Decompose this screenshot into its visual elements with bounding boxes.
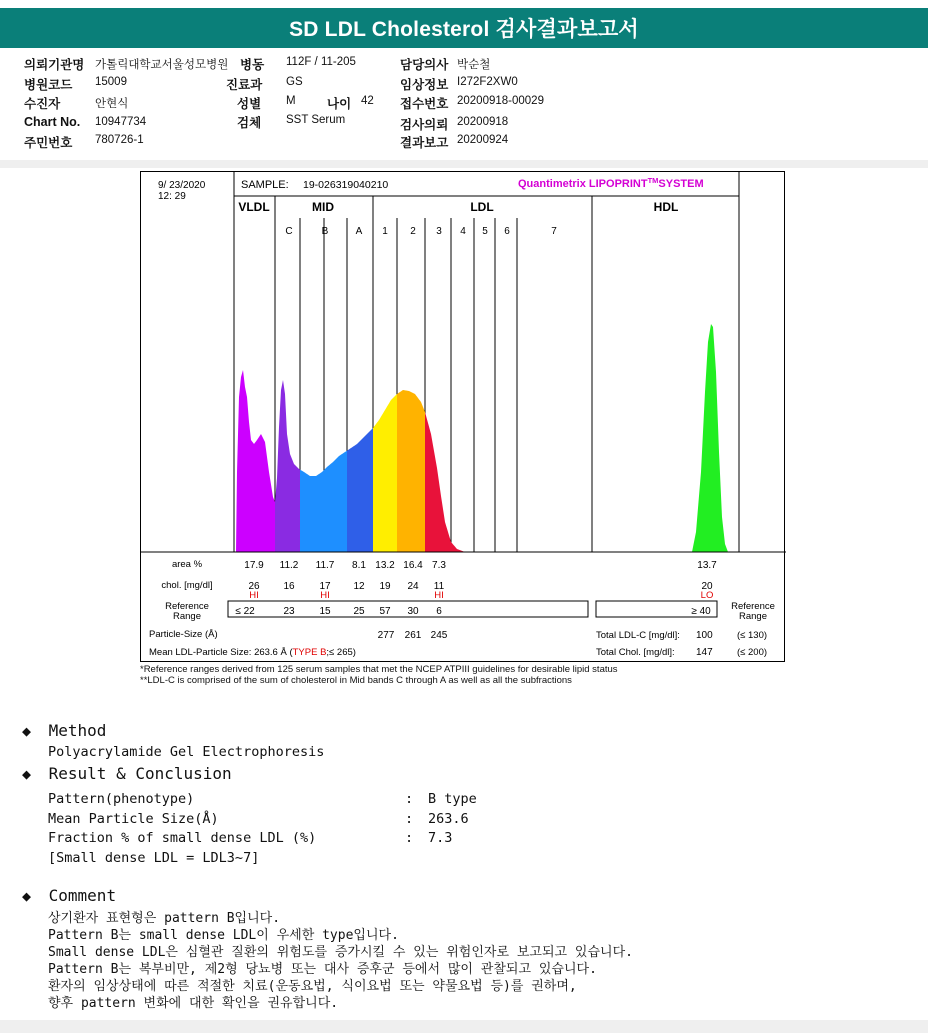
chart-note-2: **LDL-C is comprised of the sum of cholesterol in Mid bands C through A as well as all the subfractions xyxy=(140,675,572,686)
result-note: [Small dense LDL = LDL3~7] xyxy=(48,850,260,866)
chol-value: 20 xyxy=(701,581,713,592)
doctor-label: 담당의사 xyxy=(400,57,449,72)
chol-value: 12 xyxy=(353,581,365,592)
ref-value: ≤ 22 xyxy=(235,606,255,617)
comment-line-6: 향후 pattern 변화에 대한 확인을 권유합니다. xyxy=(48,996,339,1011)
chart-no-value: 10947734 xyxy=(95,116,147,128)
result-report-label: 결과보고 xyxy=(400,135,449,150)
table-values xyxy=(235,560,717,617)
clinical-info-label: 임상정보 xyxy=(400,77,449,92)
area-value: 8.1 xyxy=(352,560,366,571)
chol-value: 11 xyxy=(433,581,445,592)
particle-ldl2: 261 xyxy=(404,630,422,641)
band-label: A xyxy=(355,226,363,237)
resident-no-label: 주민번호 xyxy=(24,135,73,150)
sex-label: 성별 xyxy=(237,96,262,111)
chart-time: 12: 29 xyxy=(158,191,186,202)
result-label-fraction: Fraction % of small dense LDL (%) xyxy=(48,830,317,846)
hdl-label: HDL xyxy=(653,200,679,214)
vldl-label: VLDL xyxy=(238,200,270,214)
institution-value: 가톨릭대학교서울성모병원 xyxy=(95,59,229,71)
area-row-label: area % xyxy=(171,559,203,570)
patient-info xyxy=(0,55,928,155)
section-divider xyxy=(0,160,928,168)
particle-size-label: Particle-Size (Å) xyxy=(149,629,218,640)
total-chol-label: Total Chol. [mg/dl]: xyxy=(596,647,675,658)
flag-value: LO xyxy=(700,590,714,601)
comment-heading xyxy=(22,886,116,905)
band-fill-VLDL xyxy=(236,370,275,552)
result-heading xyxy=(22,764,232,783)
band-label: 7 xyxy=(551,226,557,237)
sex-value: M xyxy=(286,95,296,107)
band-fill-A xyxy=(347,428,373,552)
receipt-no-label: 접수번호 xyxy=(400,96,449,111)
result-sep-2: : xyxy=(405,811,414,827)
particle-ldl3: 245 xyxy=(430,630,448,641)
method-heading xyxy=(22,721,106,740)
chol-value: 19 xyxy=(379,581,391,592)
result-report-value: 20200924 xyxy=(457,134,509,146)
mid-label: MID xyxy=(312,200,334,214)
mean-ldl-size: Mean LDL-Particle Size: 263.6 Å (TYPE B;≤ 265) xyxy=(149,647,356,658)
total-ldl-label: Total LDL-C [mg/dl]: xyxy=(596,630,680,641)
ward-label: 병동 xyxy=(240,57,265,72)
diamond-bullet-icon: ◆ xyxy=(22,887,32,905)
chol-value: 17 xyxy=(319,581,331,592)
comment-line-2: Pattern B는 small dense LDL이 우세한 type입니다. xyxy=(48,928,399,943)
result-sep-3: : xyxy=(405,830,414,846)
total-chol-value: 147 xyxy=(696,647,713,658)
sample-label: SAMPLE: xyxy=(241,179,289,191)
test-request-label: 검사의뢰 xyxy=(400,117,449,132)
method-text: Polyacrylamide Gel Electrophoresis xyxy=(48,744,325,760)
chol-value: 24 xyxy=(407,581,419,592)
ref-value: 6 xyxy=(436,606,442,617)
test-request-value: 20200918 xyxy=(457,116,509,128)
area-value: 7.3 xyxy=(432,560,446,571)
comment-line-5: 환자의 임상상태에 따른 적절한 치료(운동요법, 식이요법 또는 약물요법 등)를 권하며, xyxy=(48,979,577,994)
ref-value: 23 xyxy=(283,606,295,617)
chart-no-label: Chart No. xyxy=(24,115,81,129)
age-label: 나이 xyxy=(327,96,352,111)
report-title: SD LDL Cholesterol 검사결과보고서 xyxy=(0,8,928,48)
hospital-code-label: 병원코드 xyxy=(24,77,73,92)
ref-value: ≥ 40 xyxy=(691,606,711,617)
comment-line-1: 상기환자 표현형은 pattern B입니다. xyxy=(48,911,281,926)
receipt-no-value: 20200918-00029 xyxy=(457,95,544,107)
area-value: 11.7 xyxy=(315,560,335,571)
flag-value: HI xyxy=(249,590,259,601)
area-value: 17.9 xyxy=(244,560,264,571)
band-label: 3 xyxy=(436,226,442,237)
result-value-pattern: B type xyxy=(428,791,477,807)
band-fill-LDL1 xyxy=(373,394,397,552)
bottom-bar xyxy=(0,1020,928,1033)
chart-svg xyxy=(141,172,786,663)
hospital-code-value: 15009 xyxy=(95,76,127,88)
sample-id: 19-026319040210 xyxy=(303,179,389,191)
ldl-label: LDL xyxy=(470,200,494,214)
band-label: C xyxy=(285,226,293,237)
ref-left-label-1: Reference xyxy=(165,601,209,612)
electrophoresis-curve xyxy=(236,324,728,552)
diamond-bullet-icon: ◆ xyxy=(22,765,32,783)
band-label: 2 xyxy=(410,226,416,237)
band-fill-LDL3 xyxy=(425,412,471,552)
ref-value: 15 xyxy=(319,606,331,617)
result-value-size: 263.6 xyxy=(428,811,469,827)
band-label: 4 xyxy=(460,226,466,237)
flag-value: HI xyxy=(320,590,330,601)
doctor-value: 박순철 xyxy=(457,59,491,71)
ref-value: 57 xyxy=(379,606,391,617)
ref-left-label-2: Range xyxy=(173,611,201,622)
flag-value: HI xyxy=(434,590,444,601)
band-labels xyxy=(285,226,557,237)
band-fill-C xyxy=(275,380,300,552)
band-label: B xyxy=(321,226,329,237)
total-ldl-ref: (≤ 130) xyxy=(737,630,768,641)
band-label: 1 xyxy=(382,226,388,237)
chart-note-1: *Reference ranges derived from 125 serum samples that met the NCEP ATPIII guidelines for desirable lipid status xyxy=(140,664,618,675)
comment-line-3: Small dense LDL은 심혈관 질환의 위험도를 증가시킬 수 있는 위험인자로 보고되고 있습니다. xyxy=(48,945,633,960)
patient-name-value: 안현식 xyxy=(95,98,129,110)
band-label: 6 xyxy=(504,226,510,237)
particle-ldl1: 277 xyxy=(377,630,395,641)
chol-value: 26 xyxy=(248,581,260,592)
result-title: Result & Conclusion xyxy=(48,764,232,783)
specimen-label: 검체 xyxy=(237,115,262,130)
total-chol-ref: (≤ 200) xyxy=(737,647,768,658)
area-value: 11.2 xyxy=(279,560,299,571)
clinical-info-value: I272F2XW0 xyxy=(457,76,518,88)
area-value: 16.4 xyxy=(403,560,423,571)
method-title: Method xyxy=(48,721,107,740)
department-value: GS xyxy=(286,76,303,88)
ref-right-label-2: Range xyxy=(739,611,767,622)
result-value-fraction: 7.3 xyxy=(428,830,453,846)
band-label: 5 xyxy=(482,226,488,237)
chol-value: 16 xyxy=(283,581,295,592)
specimen-value: SST Serum xyxy=(286,114,346,126)
age-value: 42 xyxy=(361,95,374,107)
system-title: Quantimetrix LIPOPRINT™SYSTEM xyxy=(518,176,704,190)
comment-line-4: Pattern B는 복부비만, 제2형 당뇨병 또는 대사 증후군 등에서 많이 관찰되고 있습니다. xyxy=(48,962,597,977)
comment-title: Comment xyxy=(48,886,117,905)
department-label: 진료과 xyxy=(226,77,263,92)
ref-value: 30 xyxy=(407,606,419,617)
patient-name-label: 수진자 xyxy=(24,96,61,111)
chart-date: 9/ 23/2020 xyxy=(158,180,206,191)
ref-right-label-1: Reference xyxy=(731,601,775,612)
area-value: 13.7 xyxy=(697,560,717,571)
ward-value: 112F / 11-205 xyxy=(286,56,356,68)
resident-no-value: 780726-1 xyxy=(95,134,144,146)
total-ldl-value: 100 xyxy=(696,630,713,641)
result-label-pattern: Pattern(phenotype) xyxy=(48,791,195,807)
lipoprint-chart xyxy=(140,171,785,662)
result-label-size: Mean Particle Size(Å) xyxy=(48,811,219,827)
chol-row-label: chol. [mg/dl] xyxy=(161,580,213,591)
ref-value: 25 xyxy=(353,606,365,617)
band-fill-LDL2 xyxy=(397,390,425,552)
result-sep-1: : xyxy=(405,791,414,807)
institution-label: 의뢰기관명 xyxy=(24,57,85,72)
diamond-bullet-icon: ◆ xyxy=(22,722,32,740)
area-value: 13.2 xyxy=(375,560,395,571)
band-fill-HDL xyxy=(692,324,728,552)
